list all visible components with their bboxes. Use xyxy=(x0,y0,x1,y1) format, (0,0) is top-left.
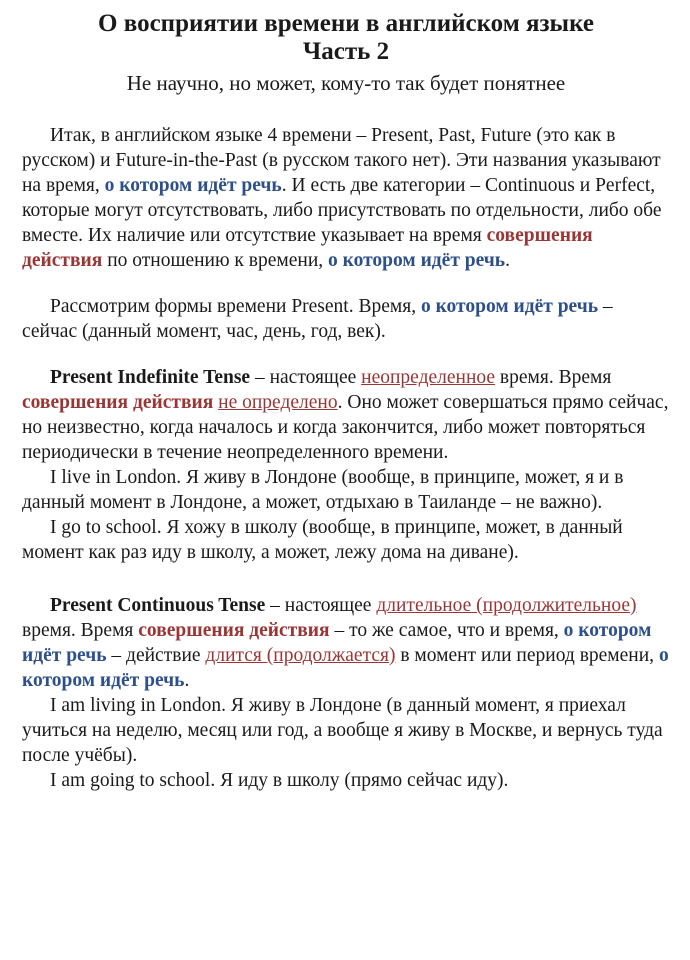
example-go-to-school: I go to school. Я хожу в школу (вообще, в принципе, может, в данный момент как раз иду в школу, а может, лежу дома на диване). xyxy=(22,517,623,563)
paragraph-intro xyxy=(22,123,670,273)
intro-text-3: по отношению к времени, xyxy=(102,250,329,271)
title-line-1: О восприятии времени в английском языке xyxy=(98,10,594,37)
example-going-to-school: I am going to school. Я иду в школу (прямо сейчас иду). xyxy=(50,770,509,791)
continuous-text-1: – настоящее xyxy=(265,595,377,616)
document-subtitle: Не научно, но может, кому-то так будет понятнее xyxy=(126,71,566,95)
indefinite-text-2: время. Время xyxy=(495,367,612,388)
highlight-time-of-action: совершения действия xyxy=(138,620,330,641)
intro-text-2: . И есть две категории – Continuous и Perfect, которые могут отсутствовать, либо присутствовать по отдельности, либо обе вместе. Их наличие или отсутствие указывает на время xyxy=(22,175,662,246)
highlight-time-of-action: совершения действия xyxy=(22,392,214,413)
continuous-text-3: – то же самое, что и время, xyxy=(329,620,564,641)
term-present-continuous: Present Continuous Tense xyxy=(50,595,266,616)
indefinite-text-4: . Оно может совершаться прямо сейчас, но неизвестно, когда началось и когда закончится, либо может повторяться периодически в течение неопределенного времени. xyxy=(22,392,669,463)
present-text-1: Рассмотрим формы времени Present. Время, xyxy=(50,296,421,317)
intro-text-4: . xyxy=(505,250,510,271)
continuous-text-6: . xyxy=(184,670,190,691)
underlined-phrase: длится (продолжается) xyxy=(205,645,396,666)
underlined-word: неопределенное xyxy=(361,367,496,388)
highlight-time-spoken-of: о котором идёт речь xyxy=(328,250,506,271)
highlight-time-spoken-of: о котором идёт речь xyxy=(22,620,652,666)
intro-text-1: Итак, в английском языке 4 времени – Present, Past, Future (это как в русском) и Future-in-the-Past (в русском такого нет). Эти названия указывают на время, xyxy=(22,125,661,196)
term-present-indefinite: Present Indefinite Tense xyxy=(50,367,251,388)
paragraph-present-forms xyxy=(22,294,670,344)
title-line-2: Часть 2 xyxy=(302,38,390,65)
continuous-text-2: время. Время xyxy=(22,620,139,641)
indefinite-text-1: – настоящее xyxy=(250,367,362,388)
example-living-in-london: I am living in London. Я живу в Лондоне (в данный момент, я приехал учиться на неделю, месяц или год, а вообще я живу в Москве, и вернусь туда после учёбы). xyxy=(22,695,663,766)
document-title xyxy=(22,10,670,66)
continuous-text-4: – действие xyxy=(106,645,206,666)
example-live-in-london: I live in London. Я живу в Лондоне (вообще, в принципе, может, я и в данный момент в Лондоне, а может, отдыхаю в Таиланде – не важно). xyxy=(22,467,624,513)
highlight-time-spoken-of: о котором идёт речь xyxy=(104,175,282,196)
paragraph-present-indefinite xyxy=(22,365,670,465)
underlined-phrase: длительное (продолжительное) xyxy=(376,595,637,616)
continuous-text-5: в момент или период времени, xyxy=(395,645,659,666)
present-text-2: – сейчас (данный момент, час, день, год, век). xyxy=(22,296,613,342)
paragraph-present-continuous xyxy=(22,593,670,693)
highlight-time-spoken-of: о котором идёт речь xyxy=(22,645,669,691)
highlight-time-spoken-of: о котором идёт речь xyxy=(420,296,599,317)
highlight-time-of-action: совершения действия xyxy=(22,225,593,271)
underlined-phrase: не определено xyxy=(218,392,338,413)
